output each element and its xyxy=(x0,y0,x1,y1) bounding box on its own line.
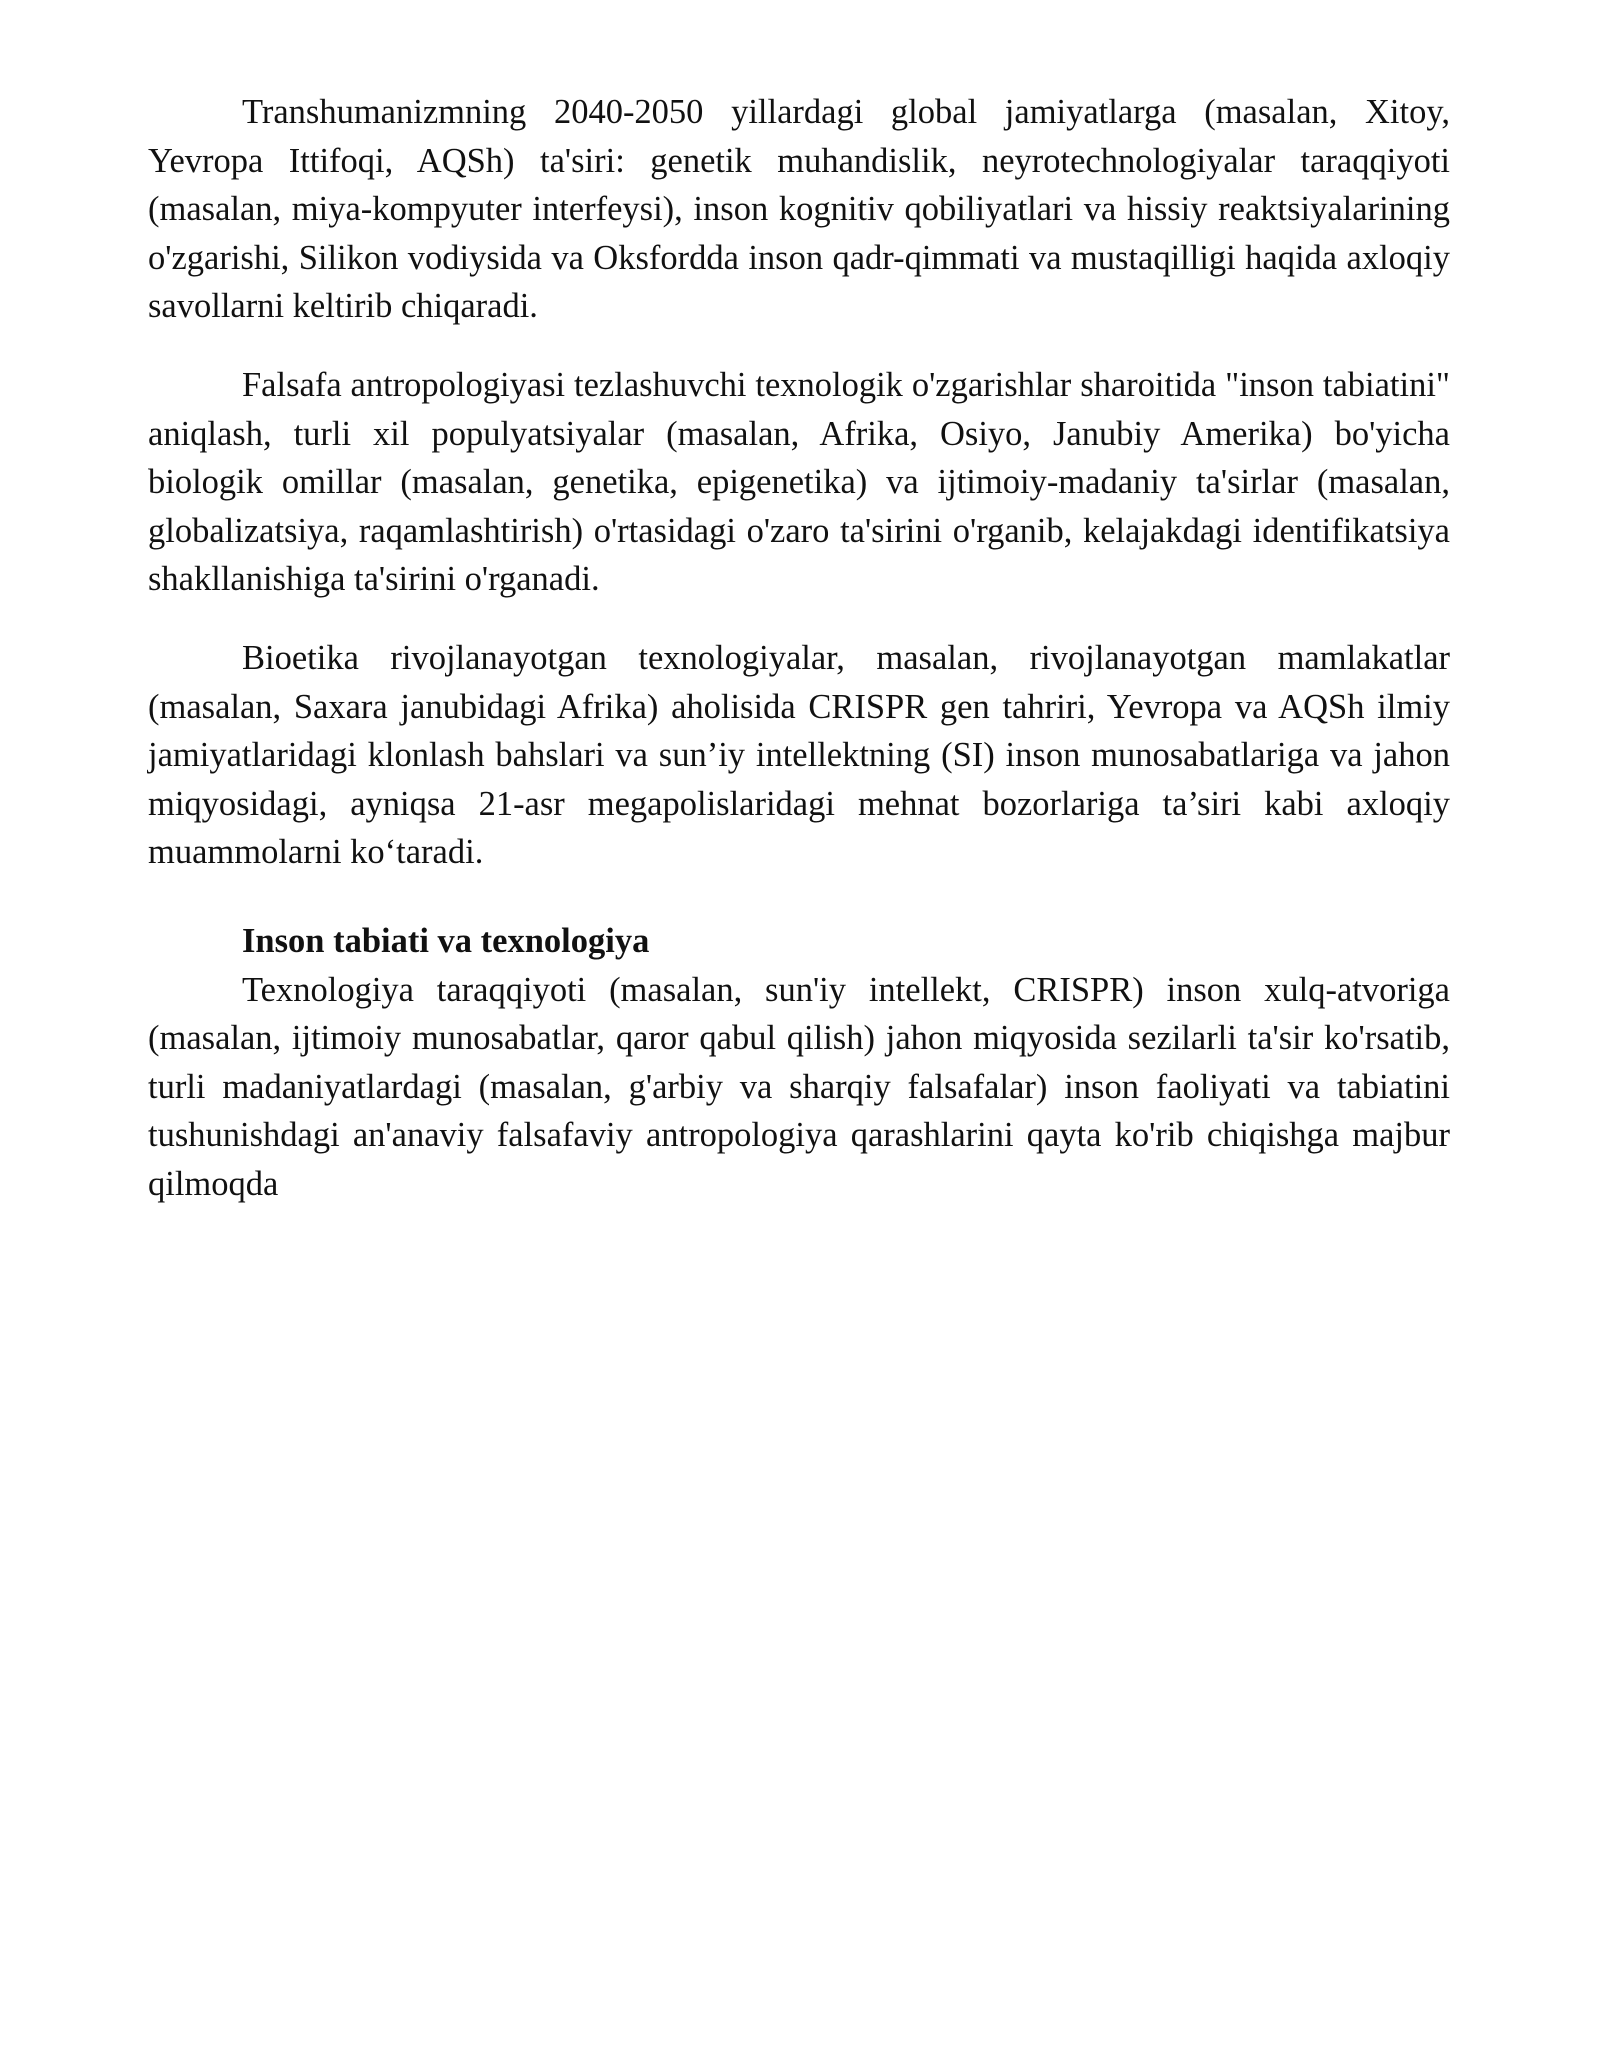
section-heading: Inson tabiati va texnologiya xyxy=(242,921,650,960)
document-body xyxy=(148,88,1450,1238)
paragraph-philosophical-anthropology: Falsafa antropologiyasi tezlashuvchi texnologik o'zgarishlar sharoitida "inson tabiatini" aniqlash, turli xil populyatsiyalar (masalan, Afrika, Osiyo, Janubiy Amerika) bo'yicha biologik omillar (masalan, genetika, epigenetika) va ijtimoiy-madaniy ta'sirlar (masalan, globalizatsiya, raqamlashtirish) o'rtasidagi o'zaro ta'sirini o'rganib, kelajakdagi identifikatsiya shakllanishiga ta'sirini o'rganadi. xyxy=(148,365,1450,599)
paragraph-transhumanism: Transhumanizmning 2040-2050 yillardagi global jamiyatlarga (masalan, Xitoy, Yevropa Ittifoqi, AQSh) ta'siri: genetik muhandislik, neyrotechnologiyalar taraqqiyoti (masalan, miya-kompyuter interfeysi), inson kognitiv qobiliyatlari va hissiy reaktsiyalarining o'zgarishi, Silikon vodiysida va Oksfordda inson qadr-qimmati va mustaqilligi haqida axloqiy savollarni keltirib chiqaradi. xyxy=(148,93,1450,326)
paragraph-bioethics: Bioetika rivojlanayotgan texnologiyalar, masalan, rivojlanayotgan mamlakatlar (masalan, Saxara janubidagi Afrika) aholisida CRISPR gen tahriri, Yevropa va AQSh ilmiy jamiyatlaridagi klonlash bahslari va sun’iy intellektning (SI) inson munosabatlariga va jahon miqyosidagi, ayniqsa 21-asr megapolislaridagi mehnat bozorlariga ta’siri kabi axloqiy muammolarni ko‘taradi. xyxy=(148,638,1450,872)
paragraph-technology-human-nature: Texnologiya taraqqiyoti (masalan, sun'iy intellekt, CRISPR) inson xulq-atvoriga (masalan, ijtimoiy munosabatlar, qaror qabul qilish) jahon miqyosida sezilarli ta'sir ko'rsatib, turli madaniyatlardagi (masalan, g'arbiy va sharqiy falsafalar) inson faoliyati va tabiatini tushunishdagi an'anaviy falsafaviy antropologiya qarashlarini qayta ko'rib chiqishga majbur qilmoqda xyxy=(148,970,1450,1203)
